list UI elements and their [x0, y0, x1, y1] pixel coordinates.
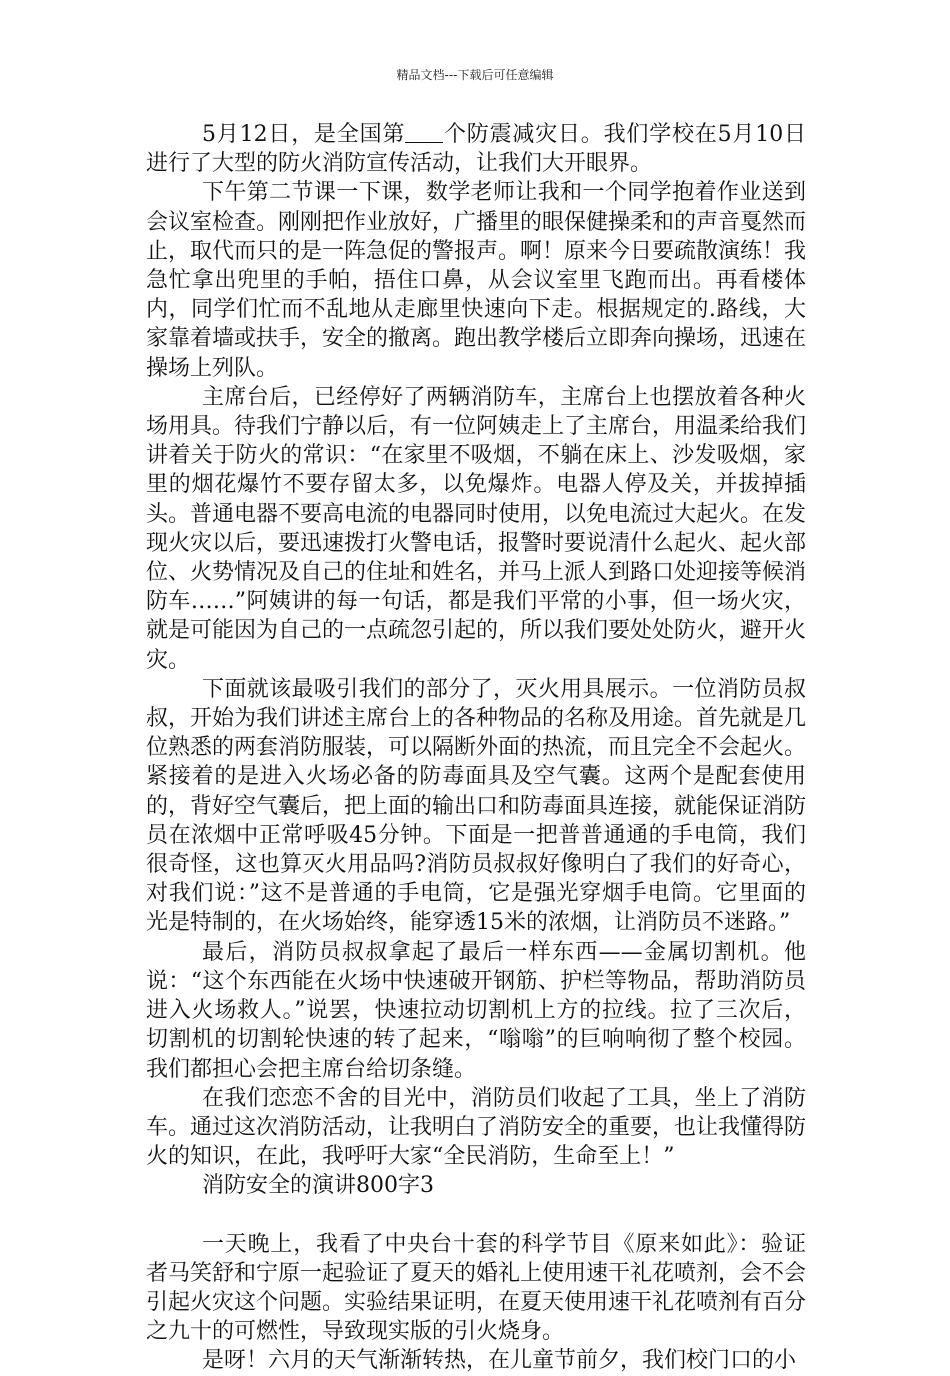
paragraph-4: 下面就该最吸引我们的部分了，灭火用具展示。一位消防员叔叔，开始为我们讲述主席台上的各种物品的名称及用途。首先就是几位熟悉的两套消防服装，可以隔断外面的热流，而且完全不会起火。紧接着的是进入火场必备的防毒面具及空气囊。这两个是配套使用的，背好空气囊后，把上面的输出口和防毒面具连接，就能保证消防员在浓烟中正常呼吸45分钟。下面是一把普普通通的手电筒，我们很奇怪，这也算灭火用品吗?消防员叔叔好像明白了我们的好奇心，对我们说：”这不是普通的手电筒，它是强光穿烟手电筒。它里面的光是特制的，在火场始终，能穿透15米的浓烟，让消防员不迷路。” [146, 676, 807, 936]
paragraph-7: 一天晚上，我看了中央台十套的科学节目《原来如此》：验证者马笑舒和宁原一起验证了夏天的婚礼上使用速干礼花喷剂，会不会引起火灾这个问题。实验结果证明，在夏天使用速干礼花喷剂有百分之九十的可燃性，导致现实版的引火烧身。 [146, 1231, 807, 1345]
paragraph-6: 在我们恋恋不舍的目光中，消防员们收起了工具，坐上了消防车。通过这次消防活动，让我明白了消防安全的重要，也让我懂得防火的知识，在此，我呼吁大家“全民消防，生命至上！” [146, 1085, 807, 1170]
paragraph-1 [146, 120, 806, 178]
fill-in-blank [405, 122, 443, 143]
paragraph-5: 最后，消防员叔叔拿起了最后一样东西——金属切割机。他说：“这个东西能在火场中快速破开钢筋、护栏等物品，帮助消防员进入火场救人。”说罢，快速拉动切割机上方的拉线。拉了三次后，切割机的切割轮快速的转了起来，“嗡嗡”的巨响响彻了整个校园。我们都担心会把主席台给切条缝。 [146, 939, 806, 1082]
page-header: 精品文档---下载后可任意编辑 [396, 68, 554, 82]
paragraph-2: 下午第二节课一下课，数学老师让我和一个同学抱着作业送到会议室检查。刚刚把作业放好，广播里的眼保健操柔和的声音戛然而止，取代而只的是一阵急促的警报声。啊！原来今日要疏散演练！我急忙拿出兜里的手帕，捂住口鼻，从会议室里飞跑而出。再看楼体内，同学们忙而不乱地从走廊里快速向下走。根据规定的.路线，大家靠着墙或扶手，安全的撤离。跑出教学楼后立即奔向操场，迅速在操场上列队。 [146, 180, 807, 381]
paragraph-1-start: 5月12日，是全国第 [202, 122, 406, 147]
paragraph-8: 是呀！六月的天气渐渐转热，在儿童节前夕，我们校门口的小 [202, 1348, 797, 1374]
document-body [146, 120, 806, 1376]
paragraph-1-end: 个防震减灾日。我们学校在5月10日进行了大型的防火消防宣传活动，让我们大开眼界。 [146, 122, 806, 177]
paragraph-3: 主席台后，已经停好了两辆消防车，主席台上也摆放着各种火场用具。待我们宁静以后，有一位阿姨走上了主席台，用温柔给我们讲着关于防火的常识：“在家里不吸烟，不躺在床上、沙发吸烟，家里的烟花爆竹不要存留太多，以免爆炸。电器人停及关，并拔掉插头。普通电器不要高电流的电器同时使用，以免电流过大起火。在发现火灾以后，要迅速拨打火警电话，报警时要说清什么起火、起火部位、火势情况及自己的住址和姓名，并马上派人到路口处迎接等候消防车……”阿姨讲的每一句话，都是我们平常的小事，但一场火灾，就是可能因为自己的一点疏忽引起的，所以我们要处处防火，避开火灾。 [146, 384, 807, 673]
section-heading: 消防安全的演讲800字3 [202, 1173, 434, 1199]
blank-line [146, 1201, 806, 1230]
